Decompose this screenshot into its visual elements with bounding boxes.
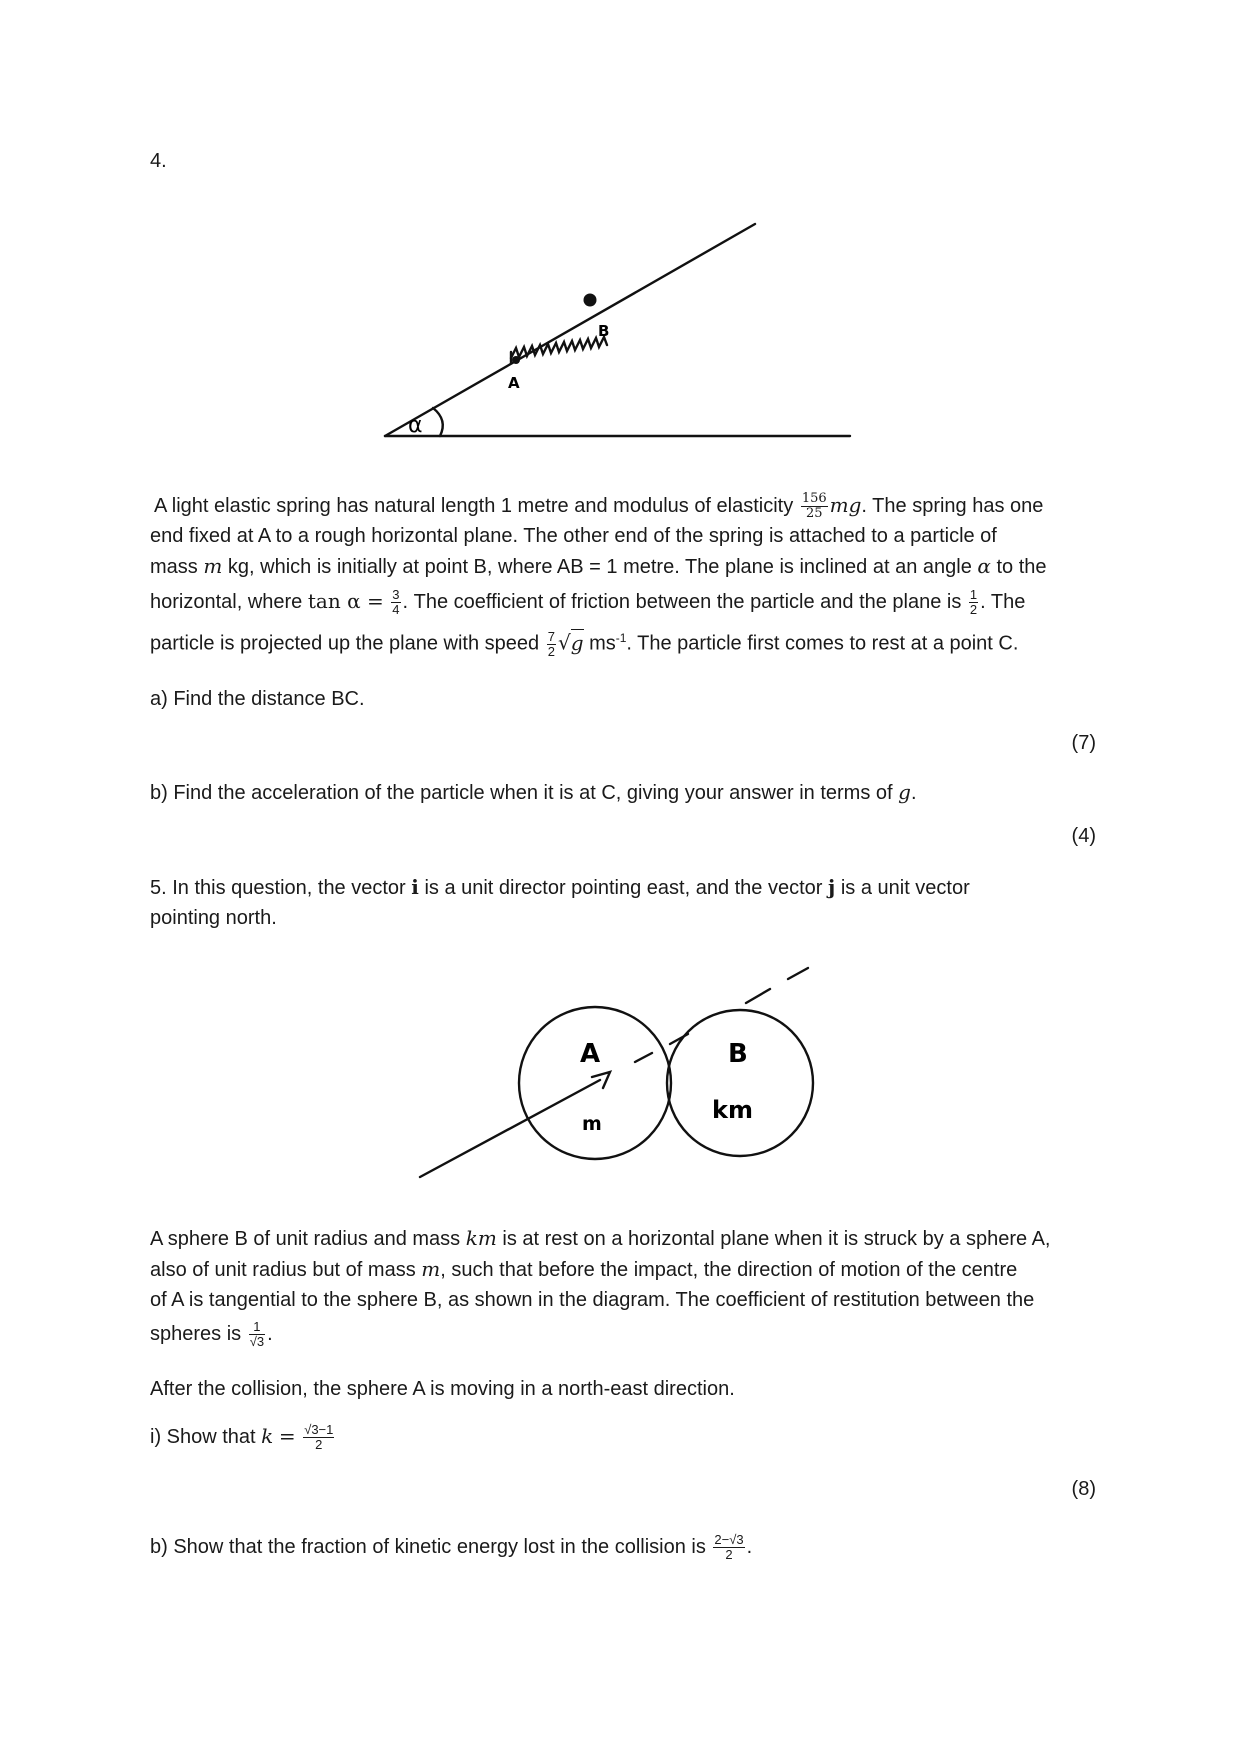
label-sphere-b: B — [728, 1039, 748, 1069]
angle-arc — [433, 408, 443, 436]
ke-fraction: $\frac{2-√3}{2}$ — [714, 1532, 744, 1562]
q5-mark-i: (8) — [1071, 1478, 1096, 1500]
point-a-dot — [512, 356, 520, 364]
question-4-number: 4. — [150, 150, 167, 172]
dashed-segment-1 — [635, 1053, 652, 1062]
inclined-plane-diagram — [370, 210, 870, 450]
q4-mark-a: (7) — [1071, 732, 1096, 754]
k-fraction: $\frac{√3-1}{2}$ — [304, 1422, 334, 1452]
mass-label-a: m — [582, 1113, 602, 1135]
tan-fraction: $\frac{3}{4}$ — [392, 587, 400, 618]
q4-paragraph: A light elastic spring has natural length 1 metre and modulus of elasticity $\frac{156}{25}$ mg. The spring has one end fixed at A to a rough horizontal plane. The other end of the spring is attached to a particle of mass m kg, which is initially at point B, where AB = 1 metre. The plane is inclined at an angle α to the horizontal, where tan α = $\frac{3}{4}$ . The coefficient of friction between the particle and the plane is $\frac{1}{2}$ . The particle is projected up the plane with speed $\frac{7}{2}$ √g $ms^{-1}$. The particle first comes to rest at a point C. — [150, 491, 1047, 660]
label-b: B — [598, 322, 610, 340]
label-sphere-a: A — [580, 1039, 601, 1069]
q5-part-b: b) Show that the fraction of kinetic energy lost in the collision is $\frac{2-√3}{2}$ . — [150, 1532, 753, 1562]
spring-coil — [511, 337, 607, 358]
mass-label-b: km — [712, 1096, 753, 1124]
q5-after: After the collision, the sphere A is moving in a north-east direction. — [150, 1378, 735, 1400]
q5-paragraph: A sphere B of unit radius and mass km is at rest on a horizontal plane when it is struck by a sphere A, also of unit radius but of mass m, such that before the impact, the direction of motion of the centre of A is tangential to the sphere B, as shown in the diagram. The coefficient of restitution between the spheres is $\frac{1}{√3}$ . — [150, 1226, 1051, 1350]
q4-part-a: a) Find the distance BC. — [150, 688, 365, 710]
speed-fraction: $\frac{7}{2}$ — [547, 629, 555, 660]
dashed-segment-3 — [746, 989, 770, 1003]
modulus-fraction: $\frac{156}{25}$ — [801, 491, 827, 522]
inclined-plane-line — [385, 224, 755, 436]
restitution-fraction: $\frac{1}{√3}$ — [249, 1319, 265, 1350]
path-line — [420, 1080, 600, 1177]
sphere-b — [667, 1010, 813, 1156]
q4-part-b: b) Find the acceleration of the particle when it is at C, giving your answer in terms of g. — [150, 780, 917, 804]
dashed-segment-4 — [788, 968, 808, 979]
q4-mark-b: (4) — [1071, 825, 1096, 847]
particle-b — [584, 294, 597, 307]
friction-fraction: $\frac{1}{2}$ — [969, 587, 978, 618]
label-a: A — [508, 374, 520, 392]
q5-intro: 5. In this question, the vector i is a unit director pointing east, and the vector j is a unit vector pointing north. — [150, 875, 970, 929]
collision-diagram — [400, 950, 840, 1200]
label-alpha: α — [408, 413, 423, 438]
q5-part-i: i) Show that k = $\frac{√3-1}{2}$ — [150, 1422, 334, 1452]
